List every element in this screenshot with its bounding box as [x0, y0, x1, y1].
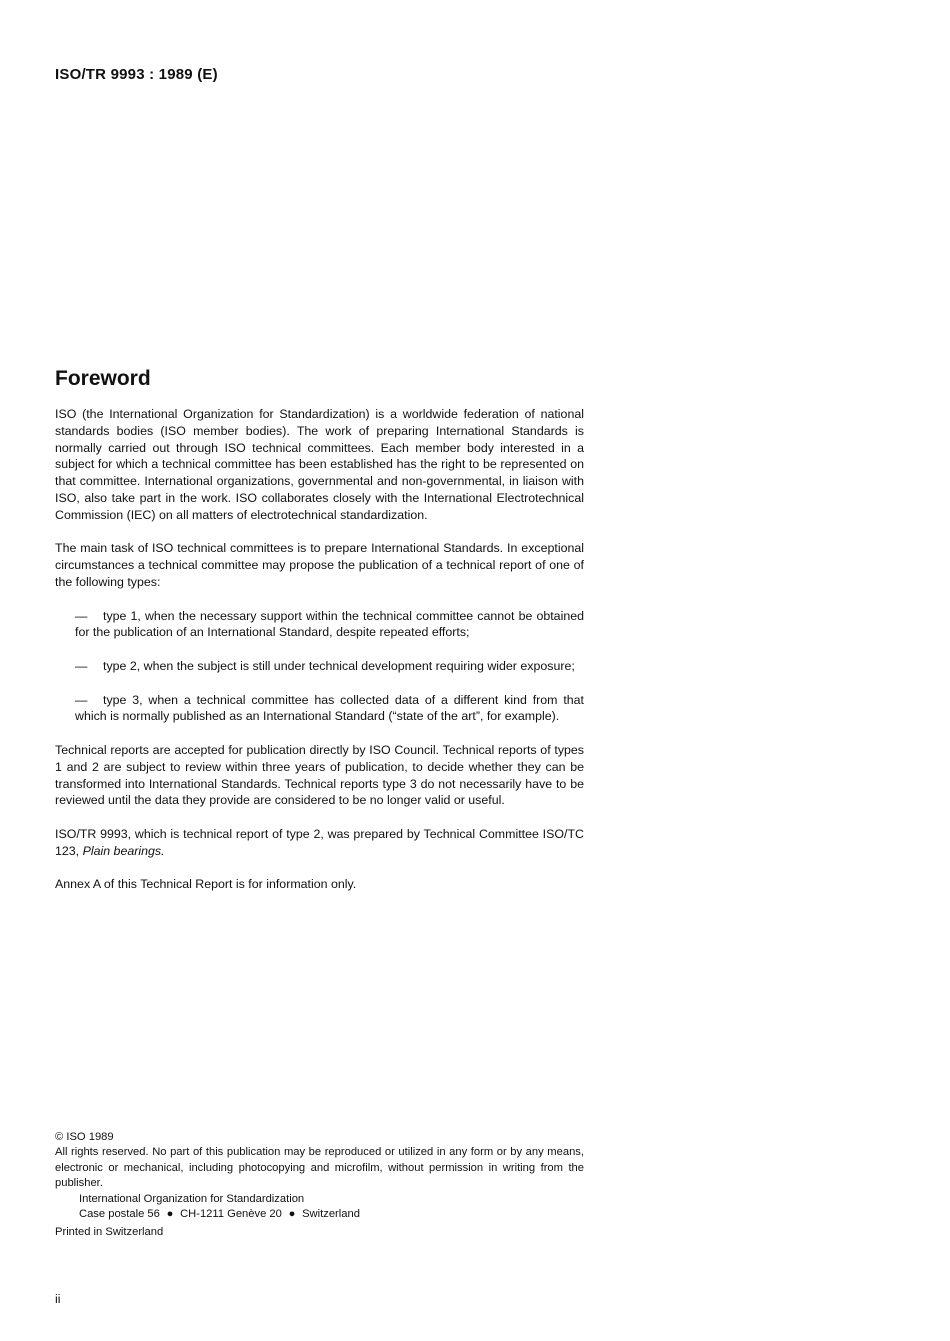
committee-title: Plain bearings. — [82, 843, 165, 858]
copyright-line: © ISO 1989 — [55, 1131, 114, 1143]
foreword-paragraph-1: ISO (the International Organization for Standardization) is a worldwide federation of national standards bodies (ISO member bodies). The work of preparing International Standards is normally carried out through ISO technical committees. Each member body interested in a subject for which a technical committee has been established has the right to be represented on that committee. International organizations, governmental and non-governmental, in liaison with ISO, also take part in the work. ISO collaborates closely with the International Electrotechnical Commission (IEC) on all matters of electrotechnical standardization. — [55, 407, 584, 522]
address-part-1: Case postale 56 — [79, 1208, 160, 1221]
type-2-text: type 2, when the subject is still under technical development requiring wider exposure; — [103, 658, 575, 673]
foreword-title: Foreword — [55, 367, 151, 390]
foreword-paragraph-5: Annex A of this Technical Report is for information only. — [55, 877, 357, 892]
bullet-icon: ● — [166, 1208, 174, 1221]
type-3-text: type 3, when a technical committee has collected data of a different kind from that which is normally published as an International Standard (“state of the art”, for example). — [75, 692, 584, 724]
dash-marker: — — [75, 658, 88, 673]
list-item — [75, 608, 584, 642]
organization-address — [79, 1207, 584, 1222]
address-part-3: Switzerland — [302, 1208, 360, 1221]
document-designation: ISO/TR 9993 : 1989 (E) — [55, 66, 218, 83]
report-types-list — [55, 608, 584, 726]
dash-marker: — — [75, 608, 88, 623]
rights-statement: All rights reserved. No part of this publication may be reproduced or utilized in any form or by any means, electronic or mechanical, including photocopying and microfilm, without permission in writing from the publisher. — [55, 1146, 584, 1190]
list-item — [75, 692, 584, 726]
copyright-block — [55, 1130, 584, 1241]
bullet-icon: ● — [288, 1208, 296, 1221]
paragraph-4-text: ISO/TR 9993, which is technical report of type 2, was prepared by Technical Committee ISO/TC 123, — [55, 826, 584, 858]
foreword-paragraph-2: The main task of ISO technical committees is to prepare International Standards. In exceptional circumstances a technical committee may propose the publication of a technical report of one of the following types: — [55, 541, 584, 589]
foreword-paragraph-3: Technical reports are accepted for publication directly by ISO Council. Technical reports of types 1 and 2 are subject to review within three years of publication, to decide whether they can be transformed into International Standards. Technical reports type 3 do not necessarily have to be reviewed until the data they provide are considered to be no longer valid or useful. — [55, 742, 584, 808]
address-part-2: CH-1211 Genève 20 — [180, 1208, 282, 1221]
type-1-text: type 1, when the necessary support within the technical committee cannot be obtained for the publication of an International Standard, despite repeated efforts; — [75, 608, 584, 640]
printed-in: Printed in Switzerland — [55, 1226, 164, 1239]
foreword-paragraph-4 — [55, 826, 584, 860]
list-item — [75, 658, 584, 675]
page-number: ii — [55, 1292, 61, 1306]
foreword-section — [55, 366, 584, 910]
organization-name: International Organization for Standardization — [79, 1192, 305, 1205]
dash-marker: — — [75, 692, 88, 707]
